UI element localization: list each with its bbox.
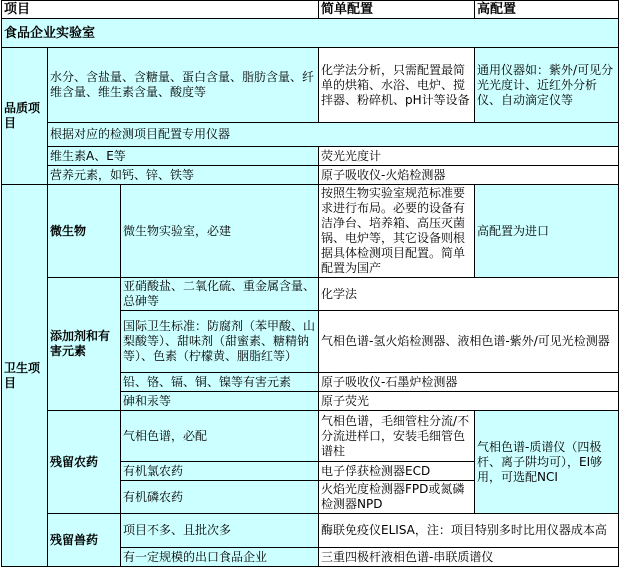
additive-simple-4: 原子荧光 [319,392,619,411]
header-advanced: 高配置 [475,1,619,19]
header-item: 项目 [2,1,319,19]
pesticide-label: 残留农药 [48,411,121,514]
micro-label: 微生物 [48,185,121,278]
table-row [2,147,619,166]
vetdrug-simple-1: 酶联免疫仪ELISA，注：项目特别多时比用仪器成本高 [319,514,619,548]
section-title: 食品企业实验室 [2,19,619,48]
pesticide-items-2: 有机氯农药 [121,462,319,481]
table-row [2,123,619,147]
additive-simple-2: 气相色谱-氢火焰检测器、液相色谱-紫外/可见光检测器 [319,311,619,373]
additive-simple-1: 化学法 [319,278,619,311]
pesticide-items-3: 有机磷农药 [121,481,319,514]
quality-label: 品质项目 [2,48,48,185]
vetdrug-simple-2: 三重四极杆液相色谱-串联质谱仪 [319,548,619,567]
additive-items-3: 铅、铬、镉、铜、镍等有害元素 [121,373,319,392]
table-row [2,411,619,462]
additive-label: 添加剂和有害元素 [48,278,121,411]
header-simple: 简单配置 [319,1,475,19]
vetdrug-items-1: 项目不多、且批次多 [121,514,319,548]
additive-items-1: 亚硝酸盐、二氧化硫、重金属含量、总砷等 [121,278,319,311]
micro-simple: 按照生物实验室规范标准要求进行布局。必要的设备有洁净台、培养箱、高压灭菌锅、电炉等，其它设备则根据具体检测项目配置。简单配置为国产 [319,185,475,278]
additive-items-4: 砷和汞等 [121,392,319,411]
table-row [2,514,619,548]
pesticide-simple-2: 电子俘获检测器ECD [319,462,475,481]
pesticide-advanced: 气相色谱-质谱仪（四极杆、离子阱均可），EI够用，可选配NCI [475,411,619,514]
quality-vitamin-items: 维生素A、E等 [48,147,319,166]
pesticide-simple-3: 火焰光度检测器FPD或氮磷检测器NPD [319,481,475,514]
pesticide-items-1: 气相色谱，必配 [121,411,319,462]
quality-special-note: 根据对应的检测项目配置专用仪器 [48,123,619,147]
vetdrug-items-2: 有一定规模的出口食品企业 [121,548,319,567]
quality-nutrient-items: 营养元素，如钙、锌、铁等 [48,166,319,185]
lab-config-table [1,0,619,567]
quality-advanced: 通用仪器如：紫外/可见分光光度计、近红外分析仪、自动滴定仪等 [475,48,619,123]
micro-advanced: 高配置为进口 [475,185,619,278]
vetdrug-label: 残留兽药 [48,514,121,567]
table-row [2,166,619,185]
micro-items: 微生物实验室，必建 [121,185,319,278]
additive-items-2: 国际卫生标准：防腐剂（苯甲酸、山梨酸等）、甜味剂（甜蜜素、糖精钠等）、色素（柠檬黄、胭脂红等） [121,311,319,373]
quality-vitamin-simple: 荧光光度计 [319,147,619,166]
table-row [2,185,619,278]
section-row [2,19,619,48]
table-row [2,48,619,123]
quality-items: 水分、含盐量、含糖量、蛋白含量、脂肪含量、纤维含量、维生素含量、酸度等 [48,48,319,123]
header-row [2,1,619,19]
quality-nutrient-simple: 原子吸收仪-火焰检测器 [319,166,619,185]
pesticide-simple-1: 气相色谱，毛细管柱分流/不分流进样口，安装毛细管色谱柱 [319,411,475,462]
additive-simple-3: 原子吸收仪-石墨炉检测器 [319,373,619,392]
hygiene-label: 卫生项目 [2,185,48,567]
quality-simple: 化学法分析，只需配置最简单的烘箱、水浴、电炉、搅拌器、粉碎机、pH计等设备 [319,48,475,123]
table-row [2,278,619,311]
